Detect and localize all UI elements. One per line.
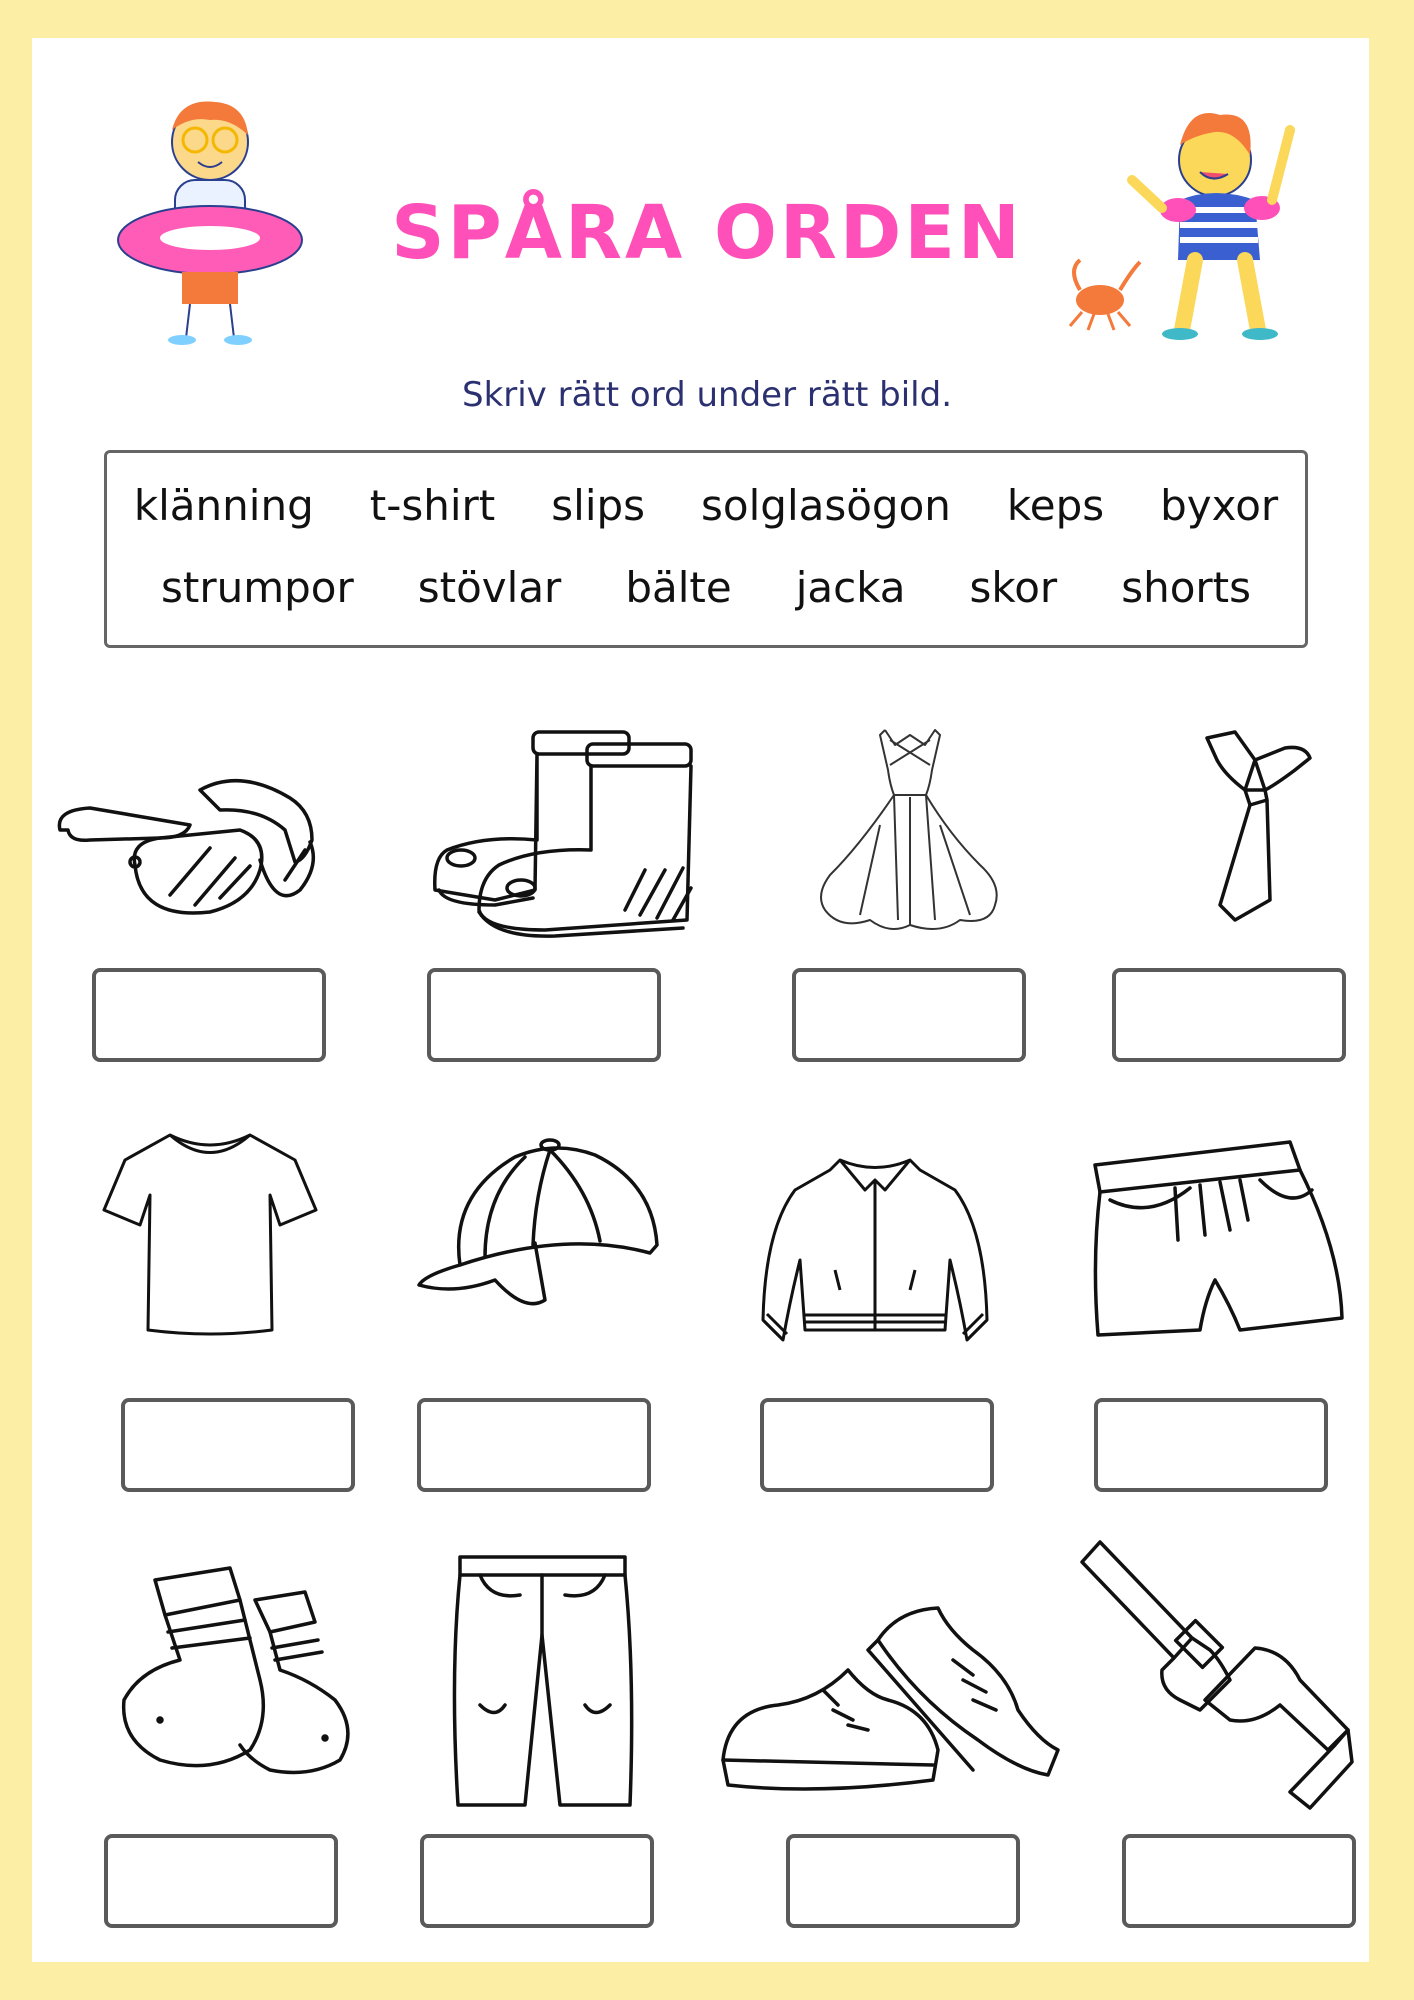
boots-icon (425, 730, 700, 940)
word-stovlar: stövlar (417, 563, 562, 612)
belt-icon (1080, 1540, 1355, 1810)
answer-box-sneakers[interactable] (786, 1834, 1020, 1928)
answer-box-sunglasses[interactable] (92, 968, 326, 1062)
word-solglasogon: solglasögon (701, 481, 951, 530)
sneakers-icon (718, 1600, 1063, 1795)
word-bank-row-1 (107, 481, 1305, 530)
answer-box-shorts[interactable] (1094, 1398, 1328, 1492)
tshirt-icon (100, 1130, 320, 1340)
socks-icon (120, 1560, 360, 1780)
word-strumpor: strumpor (160, 563, 354, 612)
answer-box-tie[interactable] (1112, 968, 1346, 1062)
word-bank (104, 450, 1308, 648)
word-tshirt: t-shirt (369, 481, 496, 530)
tie-icon (1195, 730, 1315, 930)
shorts-icon (1090, 1140, 1345, 1340)
answer-box-trousers[interactable] (420, 1834, 654, 1928)
answer-box-cap[interactable] (417, 1398, 651, 1492)
answer-box-tshirt[interactable] (121, 1398, 355, 1492)
instruction-text: Skriv rätt ord under rätt bild. (461, 375, 952, 415)
word-byxor: byxor (1160, 481, 1279, 530)
word-keps: keps (1006, 481, 1105, 530)
answer-box-boots[interactable] (427, 968, 661, 1062)
word-klanning: klänning (133, 481, 314, 530)
word-bank-row-2 (107, 563, 1305, 612)
answer-box-jacket[interactable] (760, 1398, 994, 1492)
dress-icon (810, 725, 1010, 940)
page-title: SPÅRA ORDEN (391, 190, 1023, 276)
answer-box-dress[interactable] (792, 968, 1026, 1062)
jacket-icon (755, 1150, 995, 1345)
word-slips: slips (551, 481, 646, 530)
answer-box-belt[interactable] (1122, 1834, 1356, 1928)
cap-icon (415, 1135, 665, 1310)
answer-box-socks[interactable] (104, 1834, 338, 1928)
trousers-icon (450, 1555, 635, 1810)
word-jacka: jacka (795, 563, 906, 612)
word-balte: bälte (625, 563, 732, 612)
sunglasses-icon (50, 770, 325, 920)
word-shorts: shorts (1121, 563, 1252, 612)
word-skor: skor (969, 563, 1058, 612)
